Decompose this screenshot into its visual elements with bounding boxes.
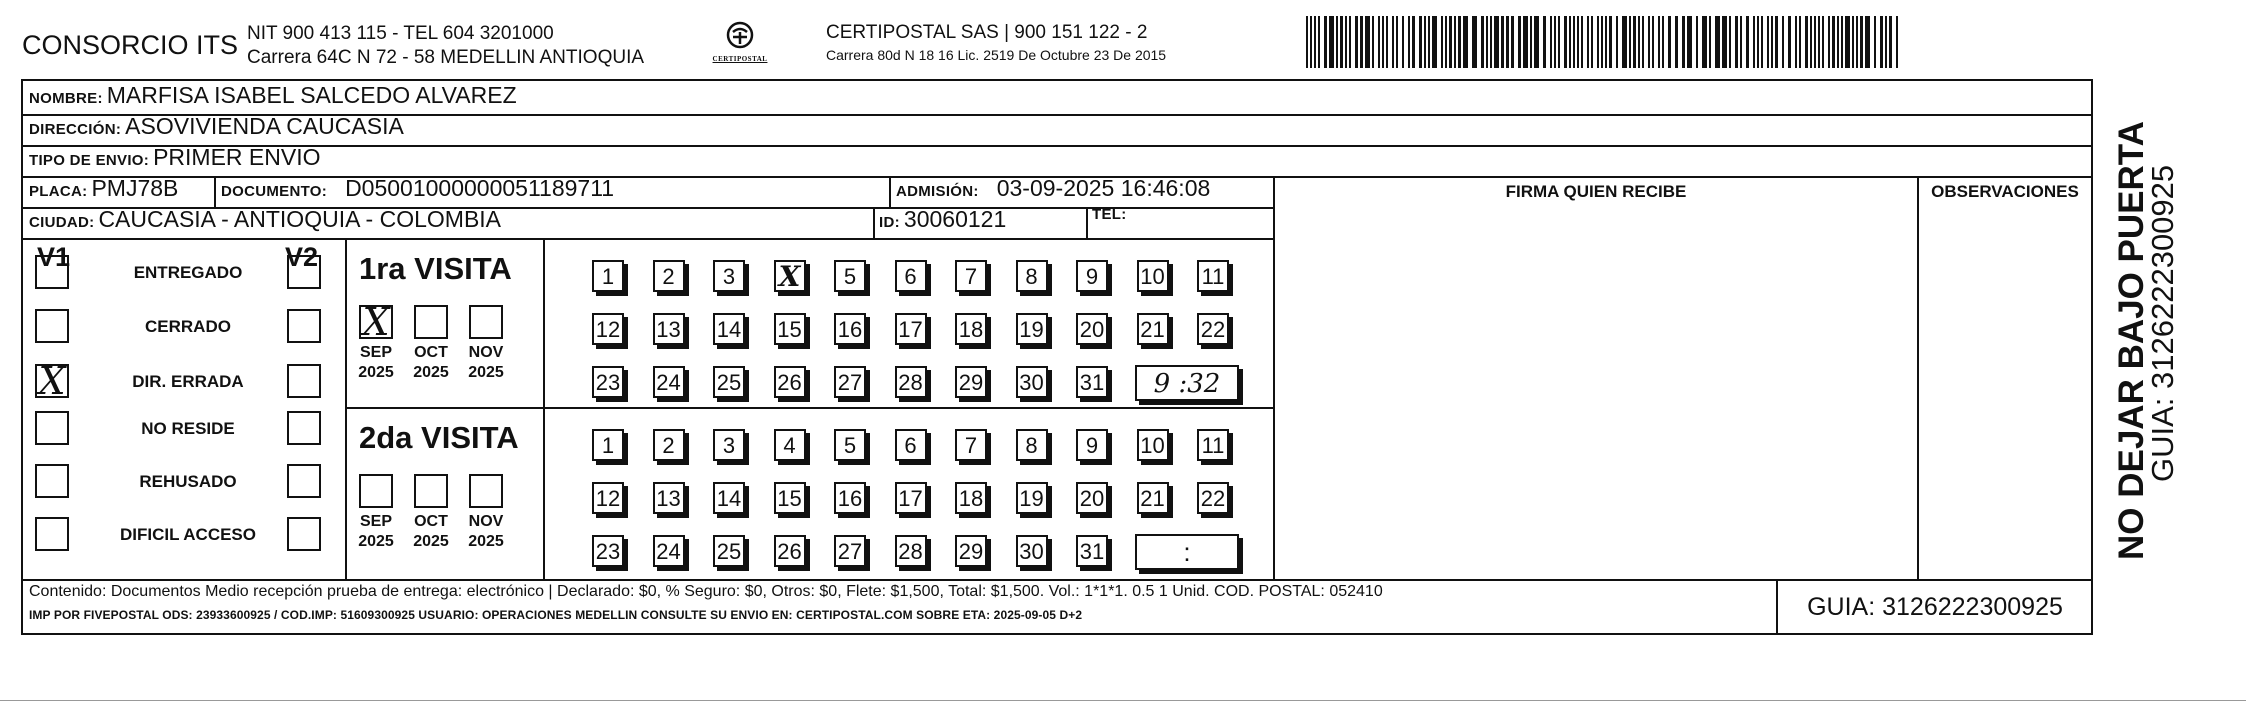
day-box[interactable]: 17 — [895, 482, 927, 514]
check-mark: X — [38, 359, 66, 403]
v2-checkbox[interactable] — [287, 364, 321, 398]
direccion-label: DIRECCIÓN: — [29, 121, 122, 138]
day-box[interactable]: 5 — [834, 429, 866, 461]
documento-value: D05001000000051189711 — [345, 175, 615, 201]
id-value: 30060121 — [903, 206, 1007, 232]
tel-field — [1092, 206, 1131, 223]
month-year: 2025 — [468, 533, 504, 550]
day-box[interactable]: 29 — [955, 535, 987, 567]
footer-print-line: IMP POR FIVEPOSTAL ODS: 23933600925 / COD.IMP: 51609300925 USUARIO: OPERACIONES MEDELLIN CONSULTE SU ENVIO EN: CERTIPOSTAL.COM SOBRE ETA: 2025-09-05 D+2 — [29, 608, 1083, 622]
day-box[interactable]: 19 — [1016, 482, 1048, 514]
day-box[interactable]: 12 — [592, 482, 624, 514]
day-box[interactable]: 3 — [713, 260, 745, 292]
day-box[interactable]: 10 — [1137, 429, 1169, 461]
day-box[interactable]: 10 — [1137, 260, 1169, 292]
time-value: 9 :32 — [1153, 369, 1221, 399]
placa-field — [29, 175, 178, 202]
id-field — [879, 206, 1006, 233]
day-box[interactable]: 20 — [1076, 313, 1108, 345]
day-box[interactable]: 18 — [955, 482, 987, 514]
month-label — [461, 512, 511, 552]
v2-header: V2 — [285, 242, 319, 272]
month-checkbox[interactable] — [469, 474, 503, 508]
logo-icon — [722, 20, 758, 50]
observaciones-header: OBSERVACIONES — [1931, 182, 2079, 201]
firma-header: FIRMA QUIEN RECIBE — [1505, 182, 1687, 201]
day-box[interactable]: 11 — [1197, 429, 1229, 461]
guia-number: GUIA: 3126222300925 — [1776, 579, 2092, 635]
nombre-row — [29, 82, 517, 109]
courier-line1: CERTIPOSTAL SAS | 900 151 122 - 2 — [826, 22, 1148, 43]
day-box[interactable]: 9 — [1076, 260, 1108, 292]
day-box[interactable]: 30 — [1016, 366, 1048, 398]
day-box[interactable]: 31 — [1076, 366, 1108, 398]
day-box[interactable]: 2 — [653, 429, 685, 461]
certipostal-logo — [705, 20, 775, 70]
month-label — [351, 512, 401, 552]
ciudad-field — [29, 206, 501, 233]
tel-label: TEL: — [1092, 206, 1127, 223]
day-box[interactable]: 20 — [1076, 482, 1108, 514]
day-box[interactable]: 19 — [1016, 313, 1048, 345]
v2-checkbox[interactable] — [287, 517, 321, 551]
status-label: DIR. ERRADA — [132, 372, 244, 391]
company-info — [247, 22, 644, 70]
nit-line: NIT 900 413 115 - TEL 604 3201000 — [247, 23, 554, 44]
day-box[interactable]: 1 — [592, 260, 624, 292]
day-box[interactable]: 14 — [713, 313, 745, 345]
day-box[interactable]: 26 — [774, 366, 806, 398]
v2-checkbox[interactable] — [287, 255, 321, 289]
day-box[interactable]: 8 — [1016, 260, 1048, 292]
address-line: Carrera 64C N 72 - 58 MEDELLIN ANTIOQUIA — [247, 47, 645, 68]
day-box[interactable]: 27 — [834, 366, 866, 398]
status-label: CERRADO — [145, 317, 231, 336]
admision-field — [896, 175, 1210, 202]
day-box[interactable]: 1 — [592, 429, 624, 461]
month-name: OCT — [414, 513, 448, 530]
v1-checkbox[interactable] — [35, 517, 69, 551]
month-label — [351, 343, 401, 383]
direccion-value: ASOVIVIENDA CAUCASIA — [125, 113, 404, 139]
check-mark: X — [778, 260, 801, 293]
day-box[interactable]: 25 — [713, 366, 745, 398]
day-box[interactable]: 12 — [592, 313, 624, 345]
day-box[interactable]: 24 — [653, 366, 685, 398]
day-box[interactable]: 25 — [713, 535, 745, 567]
v2-checkbox[interactable] — [287, 309, 321, 343]
status-label: ENTREGADO — [133, 263, 243, 282]
logo-text: CERTIPOSTAL — [712, 55, 768, 63]
side-guia: GUIA: 3126222300925 — [2145, 164, 2180, 482]
month-year: 2025 — [413, 533, 449, 550]
month-name: NOV — [468, 513, 504, 530]
company-name: CONSORCIO ITS — [22, 30, 239, 60]
day-box[interactable] — [774, 260, 806, 292]
month-checkbox[interactable] — [414, 474, 448, 508]
day-box[interactable]: 13 — [653, 482, 685, 514]
day-box[interactable]: 30 — [1016, 535, 1048, 567]
time-box[interactable] — [1135, 365, 1239, 401]
v2-checkbox[interactable] — [287, 464, 321, 498]
month-name: OCT — [414, 344, 448, 361]
day-box[interactable]: 26 — [774, 535, 806, 567]
placa-label: PLACA: — [29, 183, 88, 200]
day-box[interactable]: 9 — [1076, 429, 1108, 461]
month-label — [406, 512, 456, 552]
day-box[interactable]: 29 — [955, 366, 987, 398]
day-box[interactable]: 16 — [834, 482, 866, 514]
v1-checkbox[interactable] — [35, 255, 69, 289]
admision-label: ADMISIÓN: — [896, 183, 979, 200]
month-year: 2025 — [358, 533, 394, 550]
visit-title: 1ra VISITA — [359, 251, 512, 286]
month-checkbox[interactable] — [359, 474, 393, 508]
day-box[interactable]: 13 — [653, 313, 685, 345]
ciudad-label: CIUDAD: — [29, 214, 95, 231]
time-value: : — [1183, 537, 1191, 567]
day-box[interactable]: 14 — [713, 482, 745, 514]
month-label — [461, 343, 511, 383]
day-box[interactable]: 27 — [834, 535, 866, 567]
time-box[interactable] — [1135, 534, 1239, 570]
month-year: 2025 — [413, 364, 449, 381]
day-box[interactable]: 23 — [592, 366, 624, 398]
signature-area — [1275, 209, 1917, 579]
page-edge — [0, 700, 2246, 701]
day-box[interactable]: 4 — [774, 429, 806, 461]
day-box[interactable]: 7 — [955, 260, 987, 292]
nombre-value: MARFISA ISABEL SALCEDO ALVAREZ — [106, 82, 517, 108]
placa-value: PMJ78B — [91, 175, 179, 201]
check-mark: X — [362, 300, 390, 344]
day-box[interactable]: 16 — [834, 313, 866, 345]
month-checkbox[interactable] — [469, 305, 503, 339]
courier-line2: Carrera 80d N 18 16 Lic. 2519 De Octubre 23 De 2015 — [826, 47, 1167, 63]
day-box[interactable]: 31 — [1076, 535, 1108, 567]
day-box[interactable]: 3 — [713, 429, 745, 461]
visit-title: 2da VISITA — [359, 420, 519, 455]
id-label: ID: — [879, 214, 900, 231]
ciudad-value: CAUCASIA - ANTIOQUIA - COLOMBIA — [98, 206, 502, 232]
day-box[interactable]: 21 — [1137, 482, 1169, 514]
month-label — [406, 343, 456, 383]
v1-checkbox[interactable] — [35, 411, 69, 445]
day-box[interactable]: 6 — [895, 260, 927, 292]
day-box[interactable]: 2 — [653, 260, 685, 292]
delivery-form — [21, 79, 2093, 635]
day-box[interactable]: 15 — [774, 482, 806, 514]
day-box[interactable]: 21 — [1137, 313, 1169, 345]
day-box[interactable]: 24 — [653, 535, 685, 567]
courier-info — [826, 22, 1166, 66]
month-name: SEP — [359, 513, 392, 530]
day-box[interactable]: 11 — [1197, 260, 1229, 292]
day-box[interactable]: 22 — [1197, 482, 1229, 514]
day-box[interactable]: 18 — [955, 313, 987, 345]
day-box[interactable]: 7 — [955, 429, 987, 461]
month-name: NOV — [468, 344, 504, 361]
tipo-label: TIPO DE ENVIO: — [29, 152, 150, 169]
v2-checkbox[interactable] — [287, 411, 321, 445]
no-dejar-warning: NO DEJAR BAJO PUERTA — [2112, 121, 2151, 560]
status-label: NO RESIDE — [141, 419, 235, 438]
barcode — [1306, 16, 1899, 68]
day-box[interactable]: 6 — [895, 429, 927, 461]
direccion-row — [29, 113, 404, 140]
admision-value: 03-09-2025 16:46:08 — [996, 175, 1211, 201]
day-box[interactable]: 8 — [1016, 429, 1048, 461]
month-year: 2025 — [358, 364, 394, 381]
nombre-label: NOMBRE: — [29, 90, 103, 107]
month-year: 2025 — [468, 364, 504, 381]
day-box[interactable]: 17 — [895, 313, 927, 345]
tipo-envio-row — [29, 144, 320, 171]
day-box[interactable]: 28 — [895, 366, 927, 398]
tipo-value: PRIMER ENVIO — [153, 144, 321, 170]
v1-checkbox[interactable] — [35, 464, 69, 498]
footer-content-line: Contenido: Documentos Medio recepción prueba de entrega: electrónico | Declarado: $0, % Seguro: $0, Otros: $0, Flete: $1,500, Total: $1,500. Vol.: 1*1*1. 0.5 1 Unid. COD. POSTAL: 052410 — [29, 583, 1383, 600]
status-label: REHUSADO — [139, 472, 237, 491]
day-box[interactable]: 28 — [895, 535, 927, 567]
day-box[interactable]: 23 — [592, 535, 624, 567]
month-checkbox[interactable] — [359, 300, 393, 344]
v1-checkbox[interactable] — [35, 359, 69, 403]
documento-label: DOCUMENTO: — [221, 183, 328, 200]
observations-area — [1919, 209, 2091, 579]
status-label: DIFICIL ACCESO — [119, 525, 256, 544]
v1-checkbox[interactable] — [35, 309, 69, 343]
day-box[interactable]: 22 — [1197, 313, 1229, 345]
month-checkbox[interactable] — [414, 305, 448, 339]
day-box[interactable]: 15 — [774, 313, 806, 345]
documento-field — [221, 175, 614, 202]
day-box[interactable]: 5 — [834, 260, 866, 292]
v1-header: V1 — [37, 242, 71, 272]
month-name: SEP — [359, 344, 392, 361]
